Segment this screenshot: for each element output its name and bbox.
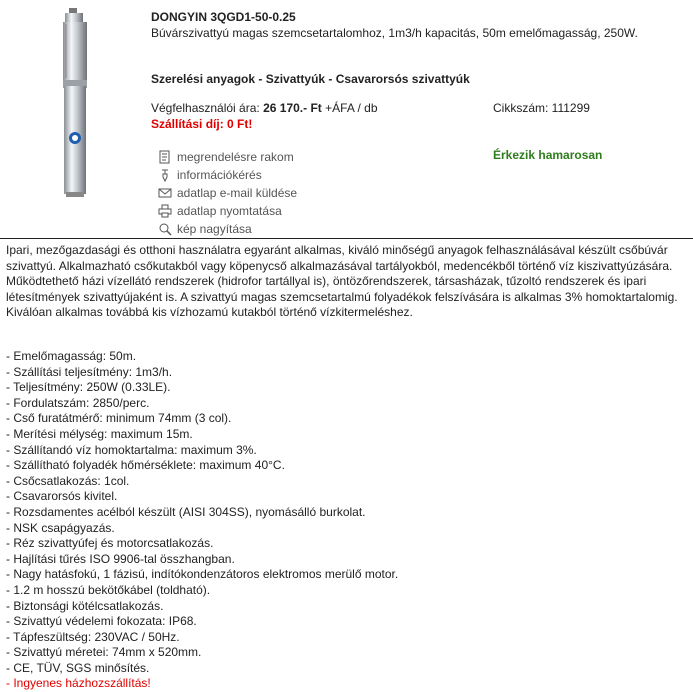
product-description: Ipari, mezőgazdasági és otthoni használatra egyaránt alkalmas, kiváló minőségű anyagok felhasználásával készült csőbúvár szivattyú. Alkalmazható csőkutakból vagy köpenycső alkalmazásával tartályokból, medencékből történő víz kiszivattyúzására. Működtethető házi vízellátó rendszerek (hidrofor tartállyal is), öntözőrendszerek, társasházak, tűzoltó rendszerek és ipari létesítmények szivattyújaként is. A szivattyú magas szemcsetartalmú folyadékok felszívására is alkalmas 3% homoktartalomig. Kiválóan alkalmas továbbá kis vízhozamú kutakból történő vízkitermeléshez. [6, 243, 678, 319]
email-link[interactable] [158, 184, 297, 202]
spec-item: - Réz szivattyúfej és motorcsatlakozás. [6, 536, 214, 551]
spec-item: - Szivattyú méretei: 74mm x 520mm. [6, 645, 202, 660]
spec-item: - Rozsdamentes acélból készült (AISI 304SS), nyomásálló burkolat. [6, 504, 366, 519]
order-label: megrendelésre rakom [177, 150, 294, 164]
spec-item: - CE, TÜV, SGS minősítés. [6, 660, 150, 675]
spec-item: - 1.2 m hosszú bekötőkábel (toldható). [6, 582, 211, 597]
spec-item: - Nagy hatásfokú, 1 fázisú, indítókondenzátoros elektromos merülő motor. [6, 567, 399, 582]
print-icon [158, 204, 172, 218]
spec-item: - Csavarorsós kivitel. [6, 489, 118, 504]
spec-item: - Fordulatszám: 2850/perc. [6, 395, 150, 410]
spec-item: - Szállítandó víz homoktartalma: maximum 3%. [6, 442, 257, 457]
product-image[interactable] [55, 8, 95, 198]
spec-item: - Szivattyú védelemi fokozata: IP68. [6, 614, 197, 629]
info-request-link[interactable] [158, 166, 297, 184]
shipping-fee: Szállítási díj: 0 Ft! [151, 117, 253, 131]
spec-list [6, 349, 398, 692]
order-icon [158, 150, 172, 164]
email-label: adatlap e-mail küldése [177, 186, 298, 200]
product-title: DONGYIN 3QGD1-50-0.25 [151, 10, 296, 24]
price-line [151, 101, 378, 115]
spec-item: - Tápfeszültség: 230VAC / 50Hz. [6, 629, 180, 644]
action-list [158, 148, 297, 238]
price-value: 26 170.- Ft [263, 101, 322, 115]
spec-item: - Emelőmagasság: 50m. [6, 349, 137, 363]
price-suffix: +ÁFA / db [325, 101, 378, 115]
spec-item: - NSK csapágyazás. [6, 520, 115, 535]
breadcrumb[interactable]: Szerelési anyagok - Szivattyúk - Csavarorsós szivattyúk [151, 72, 470, 86]
spec-item: - Csőcsatlakozás: 1col. [6, 473, 130, 488]
spec-item: - Merítési mélység: maximum 15m. [6, 426, 193, 441]
zoom-link[interactable] [158, 220, 297, 238]
price-label: Végfelhasználói ára: [151, 101, 260, 115]
spec-item: - Szállítási teljesítmény: 1m3/h. [6, 364, 173, 379]
spec-item: - Cső furatátmérő: minimum 74mm (3 col). [6, 411, 232, 426]
spec-item: - Biztonsági kötélcsatlakozás. [6, 598, 164, 613]
divider [0, 238, 693, 239]
print-link[interactable] [158, 202, 297, 220]
print-label: adatlap nyomtatása [177, 204, 282, 218]
availability-status: Érkezik hamarosan [493, 148, 603, 162]
zoom-icon [158, 222, 172, 236]
order-link[interactable] [158, 148, 297, 166]
product-subtitle: Búvárszivattyú magas szemcsetartalomhoz, 1m3/h kapacitás, 50m emelőmagasság, 250W. [151, 26, 638, 40]
spec-item: - Teljesítmény: 250W (0.33LE). [6, 380, 171, 395]
sku-number: Cikkszám: 111299 [493, 101, 590, 115]
spec-item: - Hajlítási tűrés ISO 9906-tal összhangban. [6, 551, 235, 566]
email-icon [158, 186, 172, 200]
info-icon [158, 168, 172, 182]
zoom-label: kép nagyítása [177, 222, 252, 236]
product-header [0, 0, 693, 237]
free-delivery-note: - Ingyenes házhozszállítás! [6, 676, 151, 691]
spec-item: - Szállítható folyadék hőmérséklete: maximum 40°C. [6, 458, 285, 473]
info-label: információkérés [177, 168, 262, 182]
